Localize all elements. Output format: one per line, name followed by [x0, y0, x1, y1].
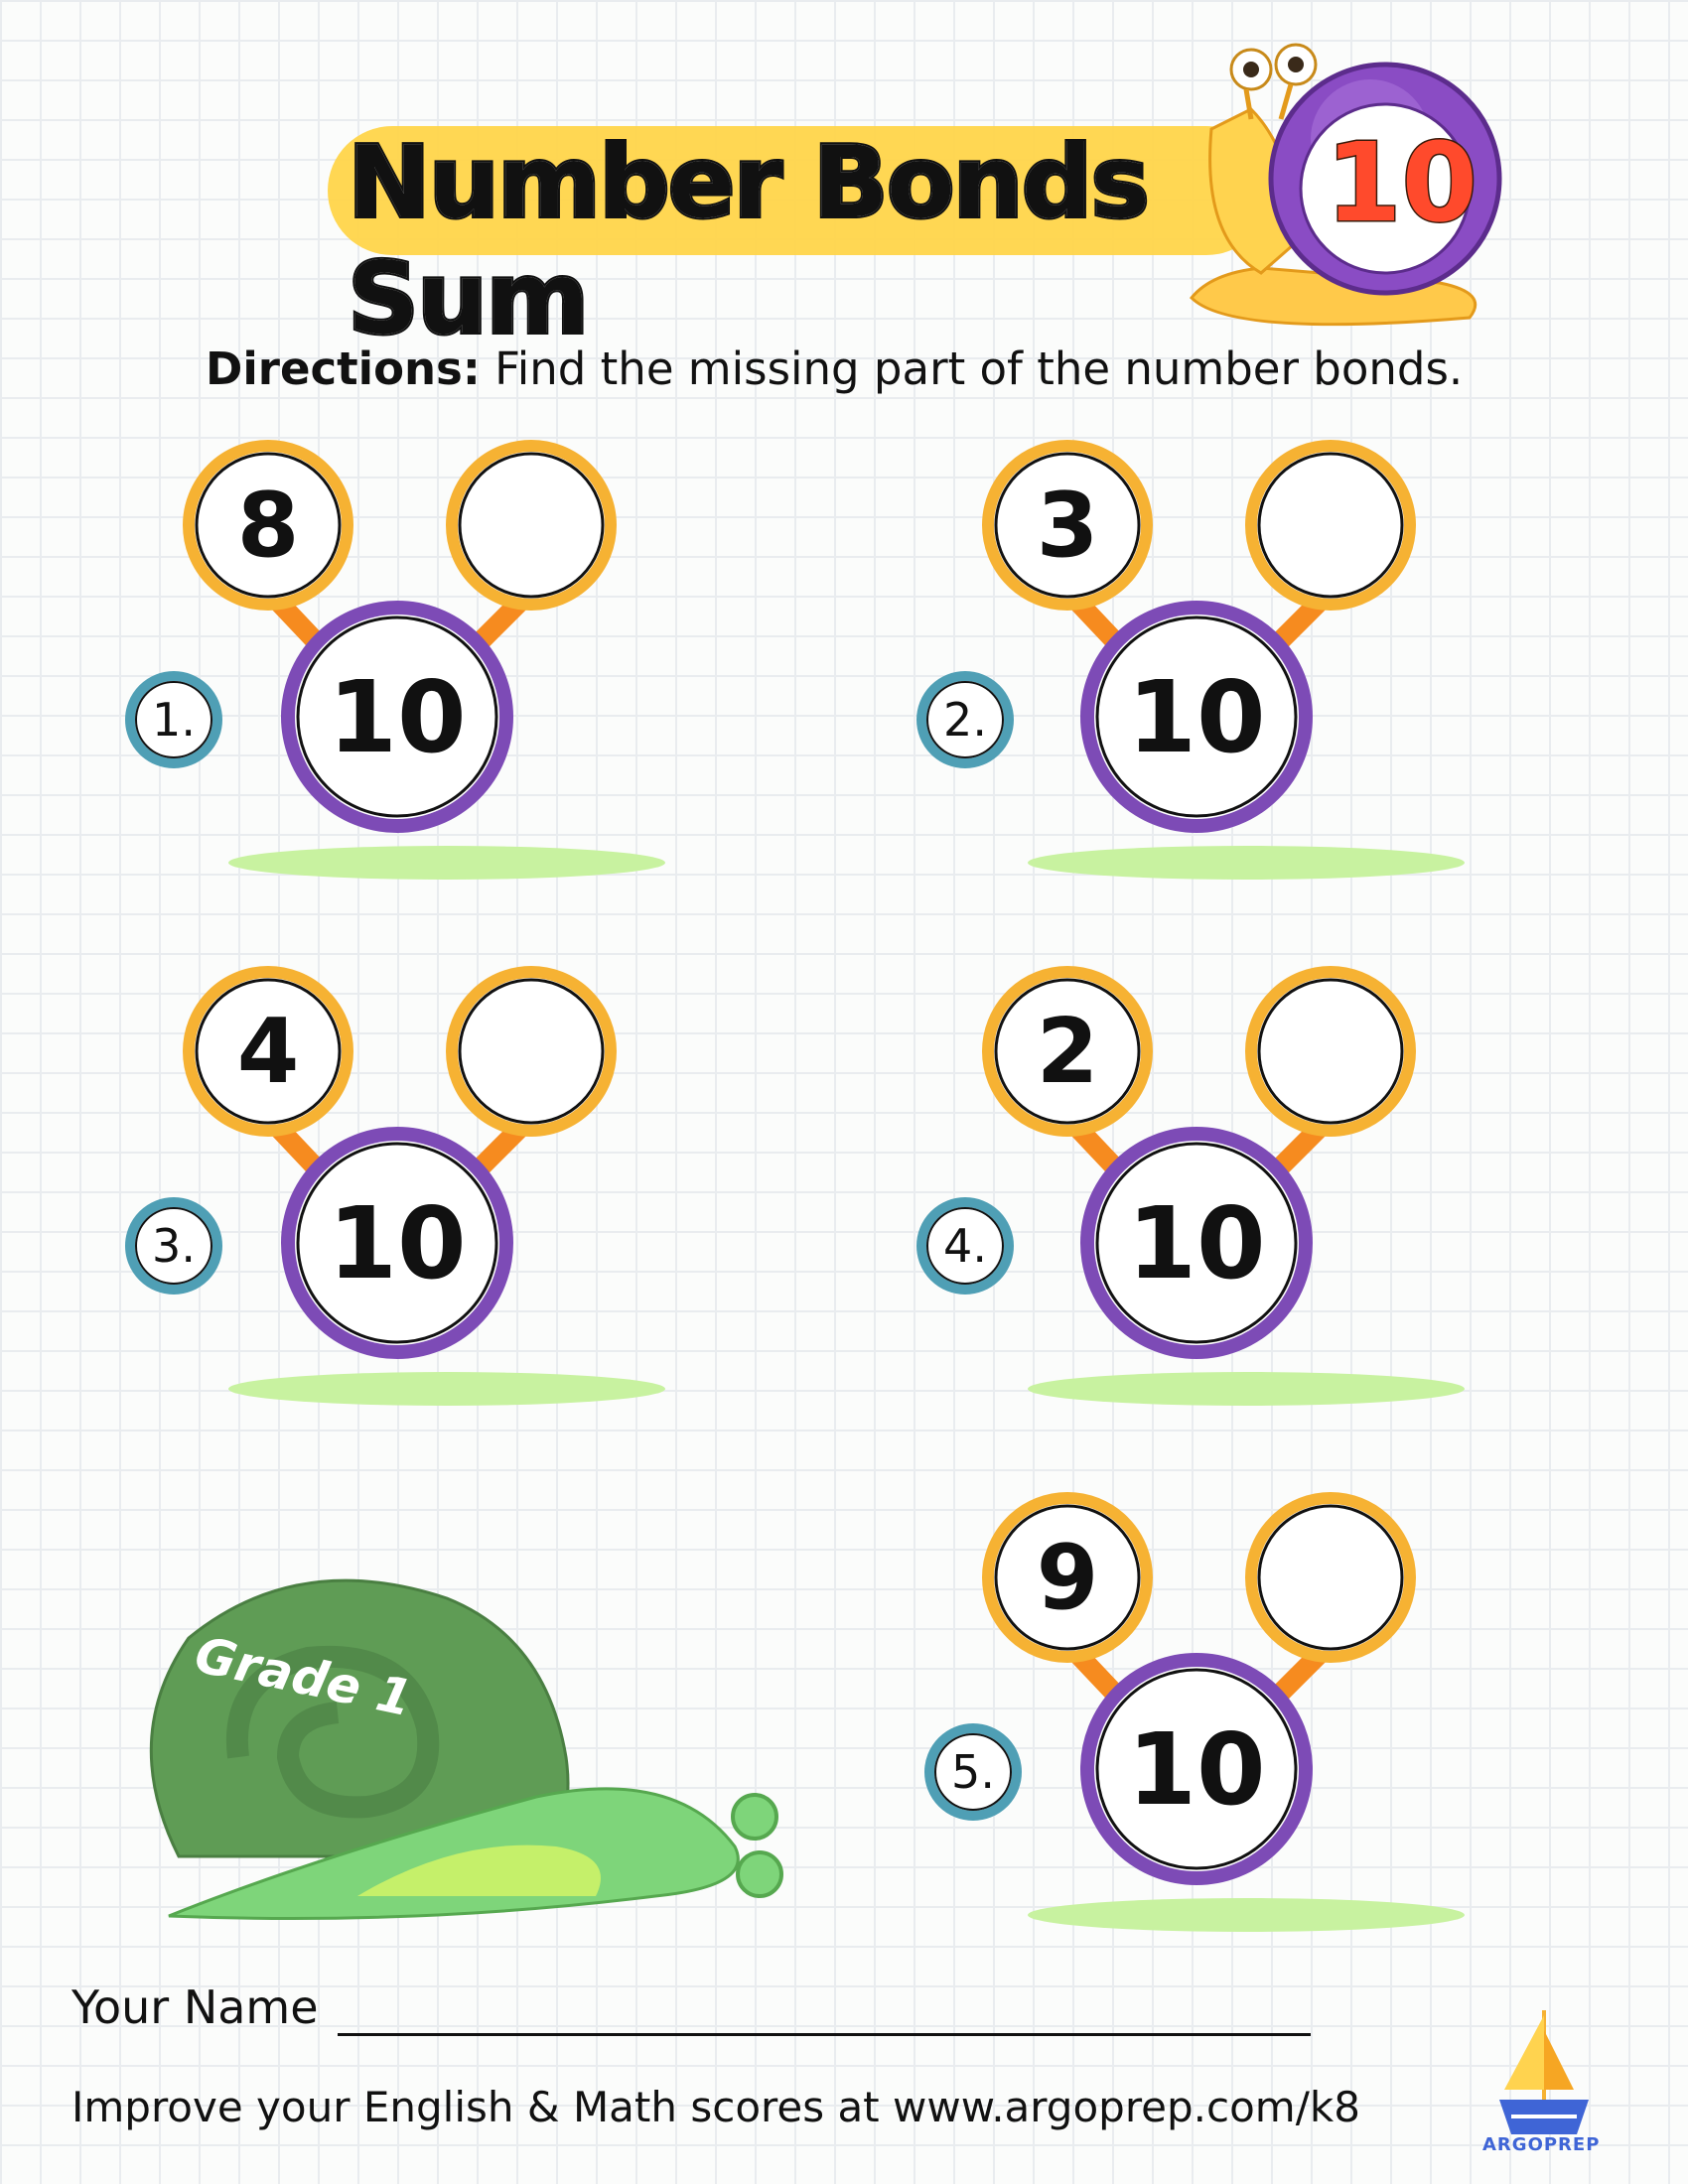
whole-value: 10 — [1127, 658, 1266, 775]
name-label: Your Name — [71, 1980, 319, 2034]
missing-part-circle[interactable] — [1251, 1498, 1410, 1657]
problem-number-badge — [915, 670, 1015, 769]
problem-number: 1. — [152, 693, 196, 747]
ground-shadow — [228, 846, 665, 880]
whole-value: 10 — [1127, 1710, 1266, 1828]
problem-number-badge — [923, 1722, 1023, 1822]
known-part-value: 2 — [1036, 999, 1099, 1104]
green-snail-illustration — [119, 1559, 794, 1956]
directions — [206, 342, 1463, 395]
missing-part-circle[interactable] — [452, 446, 611, 605]
title-banner — [328, 104, 1281, 356]
name-field[interactable] — [338, 2033, 1311, 2036]
problem-number: 5. — [951, 1745, 995, 1799]
directions-label: Directions: — [206, 342, 481, 395]
missing-part-circle[interactable] — [452, 972, 611, 1131]
directions-text: Find the missing part of the number bonds. — [480, 342, 1464, 395]
known-part-value: 4 — [236, 999, 300, 1104]
known-part-value: 8 — [236, 473, 300, 578]
missing-part-circle[interactable] — [1251, 972, 1410, 1131]
problem-number-badge — [124, 1196, 223, 1296]
whole-value: 10 — [328, 658, 467, 775]
problem-number: 4. — [943, 1219, 987, 1273]
argoprep-logo — [1489, 2005, 1599, 2144]
problem-number: 2. — [943, 693, 987, 747]
ground-shadow — [1028, 1898, 1465, 1932]
ground-shadow — [1028, 1372, 1465, 1406]
whole-value: 10 — [1127, 1184, 1266, 1301]
ground-shadow — [228, 1372, 665, 1406]
problem-number: 3. — [152, 1219, 196, 1273]
promo-text: Improve your English & Math scores at www.argoprep.com/k8 — [71, 2083, 1360, 2131]
missing-part-circle[interactable] — [1251, 446, 1410, 605]
problem-number-badge — [915, 1196, 1015, 1296]
problem-number-badge — [124, 670, 223, 769]
known-part-value: 9 — [1036, 1525, 1099, 1630]
whole-value: 10 — [328, 1184, 467, 1301]
logo-text: ARGOPREP — [1482, 2134, 1601, 2155]
ground-shadow — [1028, 846, 1465, 880]
known-part-value: 3 — [1036, 473, 1099, 578]
grade-label: Grade 1 — [190, 1625, 417, 1728]
page-title: Number Bonds Sum — [348, 124, 1148, 356]
sum-badge: 10 — [1326, 119, 1478, 246]
